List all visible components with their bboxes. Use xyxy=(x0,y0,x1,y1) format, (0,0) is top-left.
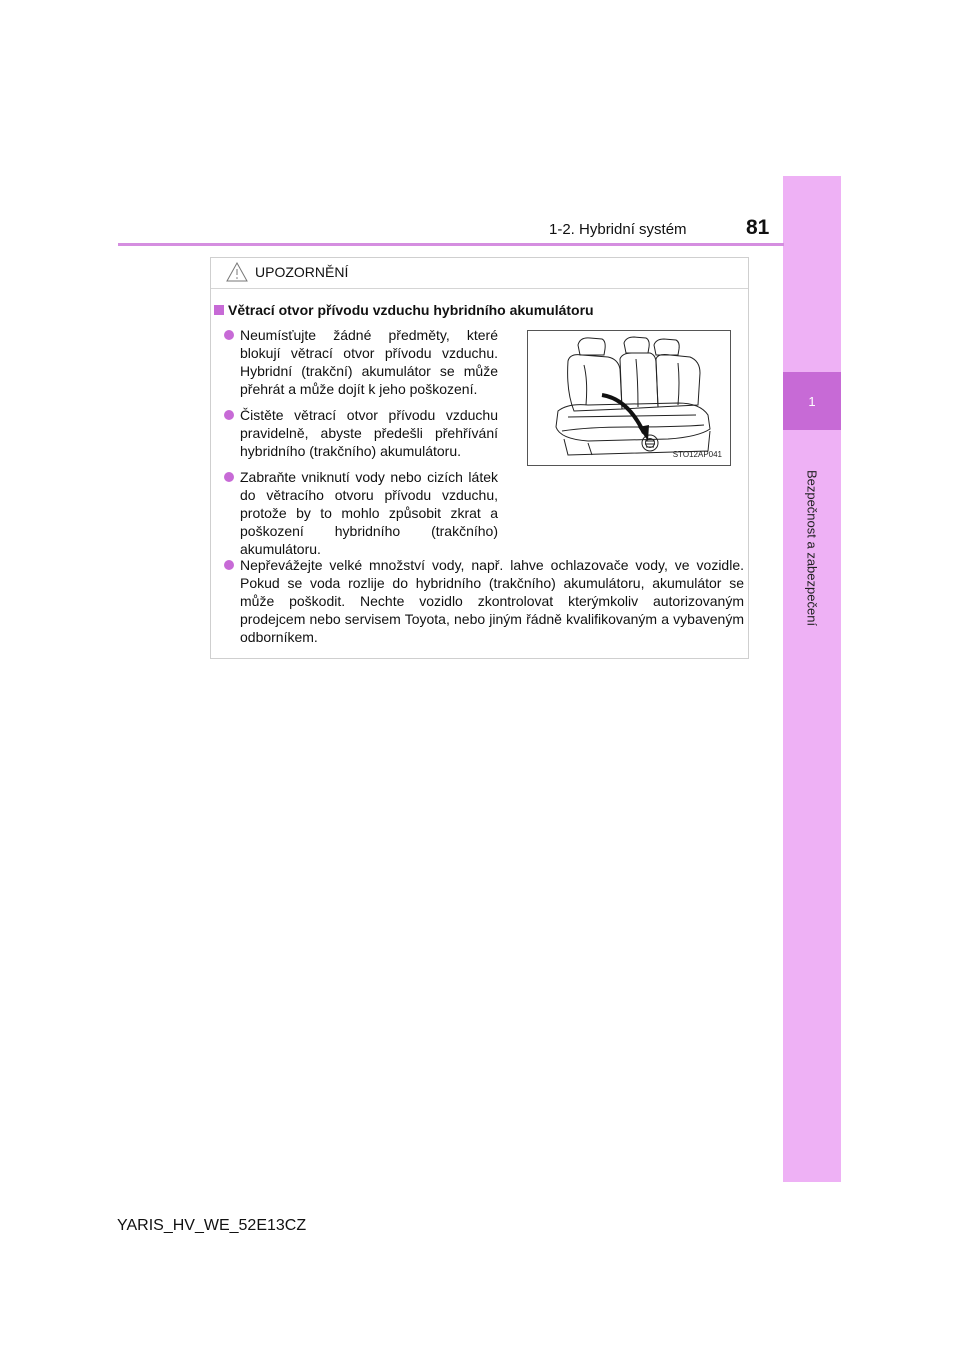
bullet-dot-icon xyxy=(224,330,234,340)
list-item xyxy=(214,556,744,646)
page-number: 81 xyxy=(746,216,770,239)
rear-seat-drawing xyxy=(528,331,730,465)
section-title-text: Větrací otvor přívodu vzduchu hybridního akumulátoru xyxy=(228,302,594,318)
bullet-text: Nepřevážejte velké množství vody, např. lahve ochlazovače vody, ve vozidle. Pokud se voda rozlije do hybridního (trakčního) akumulátoru, akumulátor se může poškodit. Nechte vozidlo zkontrolovat kterýmkoliv autorizovaným prodejcem nebo servisem Toyota, nebo jiným řádně kvalifikovaným a vybaveným odborníkem. xyxy=(240,557,744,645)
bullet-dot-icon xyxy=(224,560,234,570)
bullet-dot-icon xyxy=(224,472,234,482)
bullet-text: Zabraňte vniknutí vody nebo cizích látek do větracího otvoru přívodu vzduchu, protože by to mohlo způsobit zkrat a poškození hybridního (trakčního) akumulátoru. xyxy=(240,469,498,557)
list-item xyxy=(214,468,498,558)
header-rule xyxy=(118,243,784,246)
section-title xyxy=(214,302,594,318)
bullet-list xyxy=(214,326,498,566)
square-bullet-icon xyxy=(214,305,224,315)
chapter-side-tab xyxy=(783,176,841,1182)
warning-title: UPOZORNĚNÍ xyxy=(255,264,349,280)
rear-seat-illustration xyxy=(527,330,731,466)
figure-code: STO12AP041 xyxy=(672,450,722,459)
list-item xyxy=(214,406,498,460)
bullet-text: Neumísťujte žádné předměty, které blokují větrací otvor přívodu vzduchu. Hybridní (trakční) akumulátor se může přehrát a může dojít k jeho poškození. xyxy=(240,327,498,397)
bullet-text: Čistěte větrací otvor přívodu vzduchu pravidelně, abyste předešli přehřívání hybridního (trakčního) akumulátoru. xyxy=(240,407,498,459)
list-item xyxy=(214,326,498,398)
chapter-number-box xyxy=(783,372,841,430)
chapter-number: 1 xyxy=(808,393,816,409)
document-code: YARIS_HV_WE_52E13CZ xyxy=(117,1217,307,1234)
section-header: 1-2. Hybridní systém xyxy=(549,221,687,238)
warning-box xyxy=(210,257,749,659)
warning-triangle-icon xyxy=(226,262,248,282)
bullet-dot-icon xyxy=(224,410,234,420)
chapter-title: Bezpečnost a zabezpečení xyxy=(804,469,820,627)
warning-header xyxy=(211,258,748,289)
